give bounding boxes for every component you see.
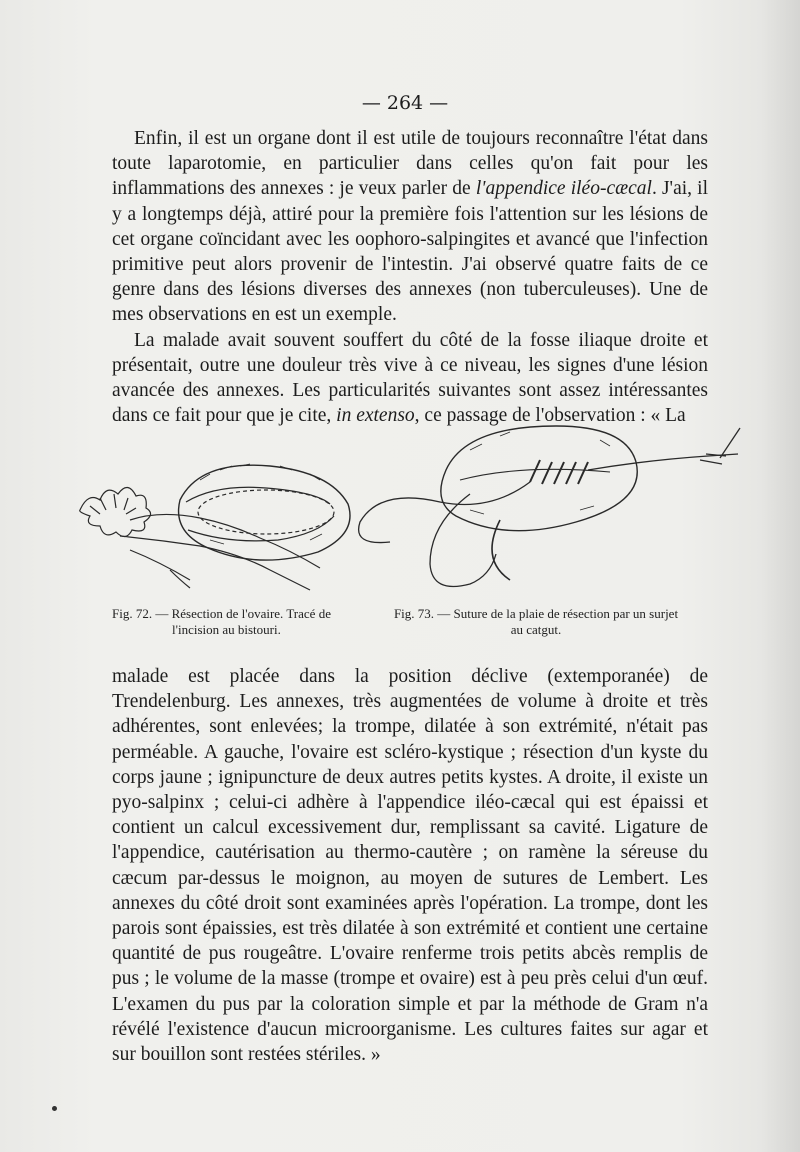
italic-term: in extenso [336, 405, 415, 427]
paragraph-text: La malade avait souvent souffert du côté de la fosse iliaque droite et présentait, outre une douleur très vive à ce niveau, les signes d'une lésion avancée des annexes. Les particularités suivantes sont assez intéressantes dans ce fait pour que je cite, [112, 329, 708, 427]
paragraph-observation-continued: malade est placée dans la position déclive (extemporanée) de Trendelenburg. Les annexes, très augmentées de volume à droite et très adhérentes, sont enlevées; la trompe, dilatée à son extrémité, n'était pas perméable. A gauche, l'ovaire est scléro-kystique ; résection d'un kyste du corps jaune ; ignipuncture de deux autres petits kystes. A droite, il existe un pyo-salpinx ; celui-ci adhère à l'appendice iléo-cæcal qui est épaissi et contient un calcul excessivement dur, remplissant sa cavité. Ligature de l'appendice, cautérisation au thermo-cautère ; on ramène la séreuse du cæcum par-dessus le moignon, au moyen de sutures de Lembert. Les annexes du côté droit sont examinées après l'opération. La trompe, dont les parois sont épaissies, est très dilatée à son extrémité et contient une certaine quantité de pus rougeâtre. L'ovaire renferme trois petits abcès remplis de pus ; le volume de la masse (trompe et ovaire) est à peu près celui d'un œuf. L'examen du pus par la coloration simple et par la méthode de Gram n'a révélé l'existence d'aucun microorganisme. Les cultures faites sur agar et sur bouillon sont restées stériles. » [112, 666, 708, 1066]
caption-line: Fig. 73. — Suture de la plaie de résection par un surjet [393, 606, 679, 621]
paragraph-text: , ce passage de l'observation : « La [414, 405, 686, 427]
margin-dot-mark [52, 1106, 57, 1111]
paragraph-appendice [112, 126, 708, 328]
figure-73-caption [386, 606, 686, 638]
page-edge-shadow [760, 0, 800, 1152]
text-block-top [112, 126, 708, 428]
text-block-bottom [112, 664, 708, 1067]
paragraph-text: . J'ai, il y a longtemps déjà, attiré pour la première fois l'attention sur les lésions de cet organe coïncidant avec les oophoro-salpingites et avancé que l'infection primitive peut alors provenir de l'intestin. J'ai observé quatre faits de ce genre dans des lésions diverses des annexes (non tuberculeuses). Une de mes observations en est un exemple. [112, 178, 708, 326]
caption-line: l'incision au bistouri. [172, 622, 281, 637]
figure-72-illustration [70, 440, 370, 600]
paragraph-text: Enfin, il est un organe dont il est utile de toujours reconnaître l'état dans toute laparotomie, en particulier dans celles qu'on fait pour les inflammations des annexes : je veux parler de [112, 128, 708, 200]
page-number: — 264 — [361, 92, 449, 114]
caption-line: Fig. 72. — Résection de l'ovaire. Tracé de [112, 606, 331, 621]
figure-72-caption [112, 606, 372, 638]
caption-line: au catgut. [510, 622, 562, 637]
figure-73-illustration [350, 410, 750, 600]
italic-term: l'appendice iléo-cæcal [475, 178, 652, 200]
